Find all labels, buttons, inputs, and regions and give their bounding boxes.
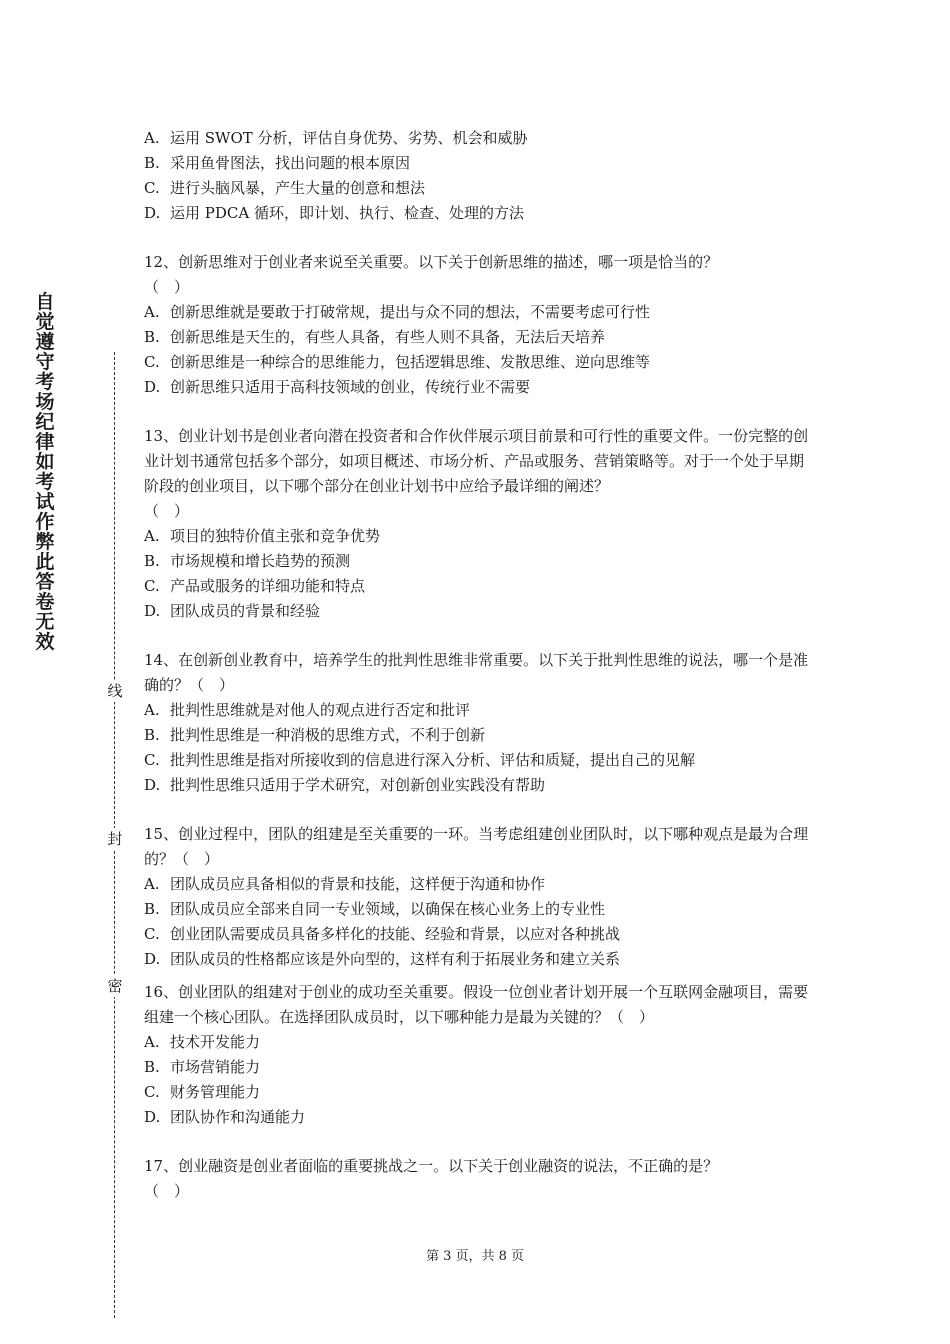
option-d[interactable]: D. 创新思维只适用于高科技领域的创业，传统行业不需要 [144,378,531,396]
option-b[interactable]: B. 创新思维是天生的，有些人具备，有些人则不具备，无法后天培养 [144,328,606,346]
binding-label-secret: 密 [104,975,126,997]
option-a[interactable]: A. 项目的独特价值主张和竞争优势 [144,527,381,545]
question-text: 13、创业计划书是创业者向潜在投资者和合作伙伴展示项目前景和可行性的重要文件。一份完整的创业计划书通常包括多个部分，如项目概述、市场分析、产品或服务、营销策略等。对于一个处于早期阶段的创业项目，以下哪个部分在创业计划书中应给予最详细的阐述？ [144,427,809,495]
question-12 [144,250,816,400]
option-c[interactable]: C. 创业团队需要成员具备多样化的技能、经验和背景，以应对各种挑战 [144,925,621,943]
option-d[interactable]: D. 运用 PDCA 循环，即计划、执行、检查、处理的方法 [144,204,524,222]
question-text: 14、在创新创业教育中，培养学生的批判性思维非常重要。以下关于批判性思维的说法，哪一个是准确的？（ ） [144,651,809,694]
option-a[interactable]: A. 运用 SWOT 分析，评估自身优势、劣势、机会和威胁 [144,129,528,147]
option-b[interactable]: B. 团队成员应全部来自同一专业领域，以确保在核心业务上的专业性 [144,900,606,918]
question-text: 15、创业过程中，团队的组建是至关重要的一环。当考虑组建创业团队时，以下哪种观点是最为合理的？（ ） [144,825,809,868]
exam-discipline-warning: 自觉遵守考场纪律如考试作弊此答卷无效 [35,291,55,653]
question-16 [144,980,816,1130]
option-b[interactable]: B. 批判性思维是一种消极的思维方式，不利于创新 [144,726,486,744]
question-14 [144,648,816,798]
option-c[interactable]: C. 创新思维是一种综合的思维能力，包括逻辑思维、发散思维、逆向思维等 [144,353,651,371]
option-c[interactable]: C. 产品或服务的详细功能和特点 [144,577,366,595]
answer-blank: （ ） [144,1182,190,1200]
answer-blank: （ ） [144,278,190,296]
exam-content [144,126,816,1204]
question-text: 17、创业融资是创业者面临的重要挑战之一。以下关于创业融资的说法，不正确的是？ [144,1157,719,1175]
question-15 [144,822,816,972]
option-d[interactable]: D. 团队协作和沟通能力 [144,1108,306,1126]
option-b[interactable]: B. 采用鱼骨图法，找出问题的根本原因 [144,154,411,172]
question-text: 16、创业团队的组建对于创业的成功至关重要。假设一位创业者计划开展一个互联网金融项目，需要组建一个核心团队。在选择团队成员时，以下哪种能力是最为关键的？（ ） [144,983,809,1026]
option-d[interactable]: D. 团队成员的背景和经验 [144,602,321,620]
previous-question-options [144,126,816,226]
page-number: 第 3 页，共 8 页 [425,1249,525,1264]
question-text: 12、创新思维对于创业者来说至关重要。以下关于创新思维的描述，哪一项是恰当的？ [144,253,719,271]
option-c[interactable]: C. 批判性思维是指对所接收到的信息进行深入分析、评估和质疑，提出自己的见解 [144,751,696,769]
option-d[interactable]: D. 批判性思维只适用于学术研究，对创新创业实践没有帮助 [144,776,546,794]
question-13 [144,424,816,624]
option-a[interactable]: A. 技术开发能力 [144,1033,261,1051]
answer-blank: （ ） [144,502,190,520]
option-b[interactable]: B. 市场规模和增长趋势的预测 [144,552,351,570]
option-a[interactable]: A. 团队成员应具备相似的背景和技能，这样便于沟通和协作 [144,875,546,893]
option-d[interactable]: D. 团队成员的性格都应该是外向型的，这样有利于拓展业务和建立关系 [144,950,621,968]
binding-label-seal: 封 [104,828,126,850]
option-a[interactable]: A. 创新思维就是要敢于打破常规，提出与众不同的想法，不需要考虑可行性 [144,303,651,321]
option-c[interactable]: C. 财务管理能力 [144,1083,261,1101]
option-a[interactable]: A. 批判性思维就是对他人的观点进行否定和批评 [144,701,471,719]
question-17 [144,1154,816,1204]
option-b[interactable]: B. 市场营销能力 [144,1058,261,1076]
option-c[interactable]: C. 进行头脑风暴，产生大量的创意和想法 [144,179,426,197]
binding-label-line: 线 [104,680,126,702]
